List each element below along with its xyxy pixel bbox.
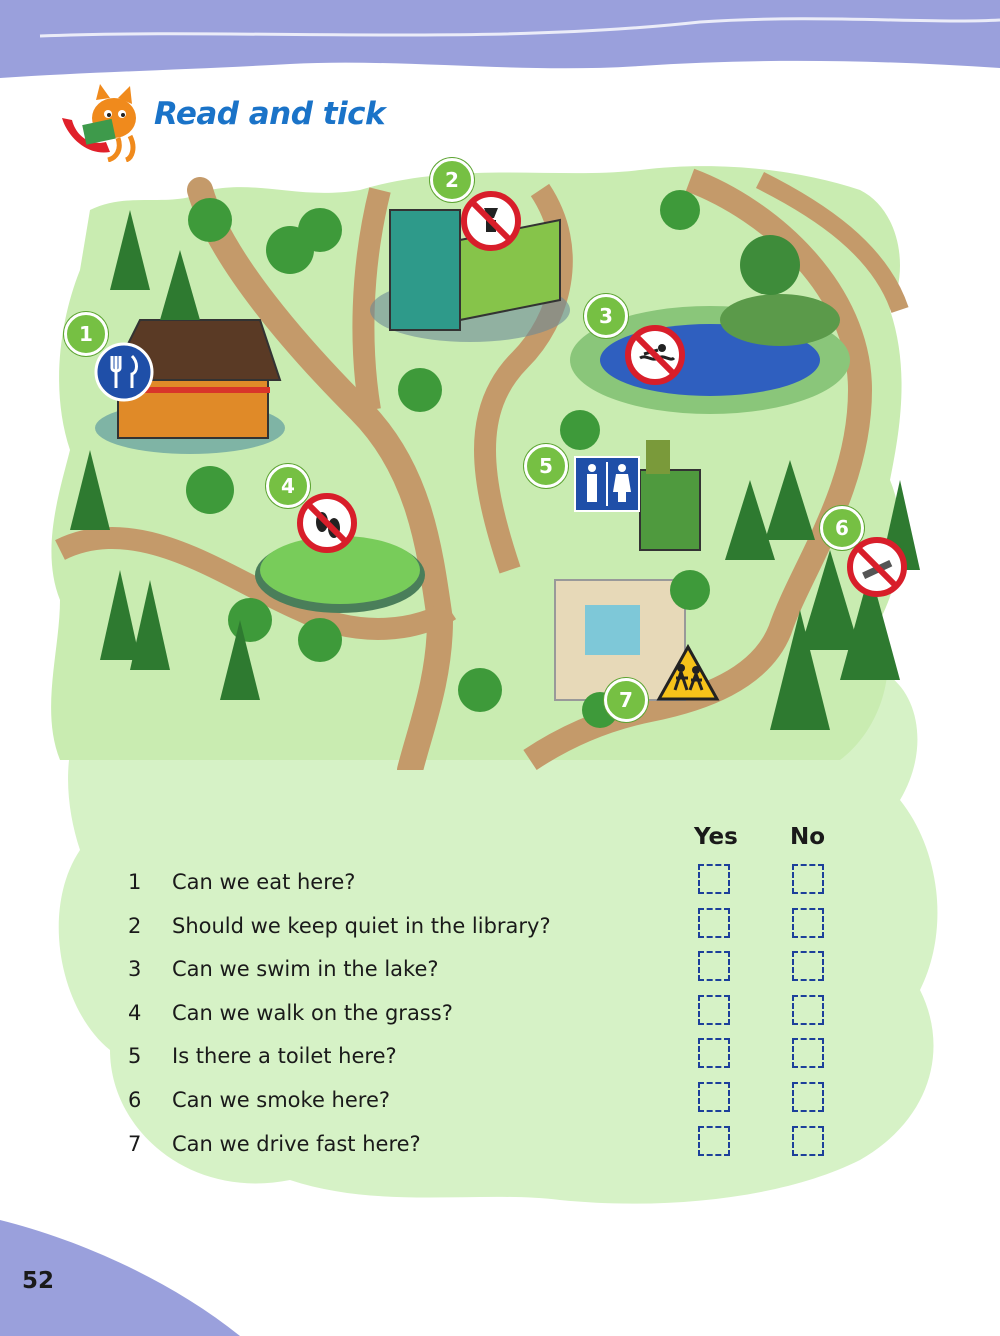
park-map xyxy=(0,150,1000,770)
question-number: 2 xyxy=(128,914,142,938)
question-row xyxy=(128,997,868,1037)
question-number: 5 xyxy=(128,1044,142,1068)
question-number: 1 xyxy=(128,870,142,894)
question-text: Should we keep quiet in the library? xyxy=(172,914,551,938)
place-number-badge: 5 xyxy=(524,444,568,488)
toilet-icon xyxy=(574,456,640,512)
no-checkbox[interactable] xyxy=(792,908,824,938)
no-noise-icon xyxy=(460,190,522,252)
question-row xyxy=(128,1040,868,1080)
no-checkbox[interactable] xyxy=(792,1082,824,1112)
question-row xyxy=(128,866,868,906)
question-number: 3 xyxy=(128,957,142,981)
place-number-badge: 2 xyxy=(430,158,474,202)
question-number: 6 xyxy=(128,1088,142,1112)
page-number: 52 xyxy=(22,1268,55,1294)
no-swimming-icon xyxy=(624,324,686,386)
question-text: Can we drive fast here? xyxy=(172,1132,421,1156)
question-text: Can we eat here? xyxy=(172,870,356,894)
question-text: Is there a toilet here? xyxy=(172,1044,397,1068)
no-walking-on-grass-icon xyxy=(296,492,358,554)
yes-checkbox[interactable] xyxy=(698,864,730,894)
children-crossing-icon xyxy=(656,644,720,702)
place-number-badge: 1 xyxy=(64,312,108,356)
question-number: 4 xyxy=(128,1001,142,1025)
yes-column-header: Yes xyxy=(694,824,738,850)
question-text: Can we walk on the grass? xyxy=(172,1001,453,1025)
question-row xyxy=(128,953,868,993)
no-column-header: No xyxy=(790,824,826,850)
no-smoking-icon xyxy=(846,536,908,598)
place-number-badge: 4 xyxy=(266,464,310,508)
yes-checkbox[interactable] xyxy=(698,1082,730,1112)
place-number-badge: 7 xyxy=(604,678,648,722)
yes-checkbox[interactable] xyxy=(698,951,730,981)
yes-checkbox[interactable] xyxy=(698,995,730,1025)
section-title: Read and tick xyxy=(154,96,386,132)
no-checkbox[interactable] xyxy=(792,1038,824,1068)
yes-checkbox[interactable] xyxy=(698,1126,730,1156)
no-checkbox[interactable] xyxy=(792,951,824,981)
question-row xyxy=(128,1128,868,1168)
question-row xyxy=(128,910,868,950)
question-text: Can we smoke here? xyxy=(172,1088,391,1112)
yes-checkbox[interactable] xyxy=(698,1038,730,1068)
question-row xyxy=(128,1084,868,1124)
place-number-badge: 6 xyxy=(820,506,864,550)
place-number-badge: 3 xyxy=(584,294,628,338)
no-checkbox[interactable] xyxy=(792,864,824,894)
no-checkbox[interactable] xyxy=(792,995,824,1025)
yes-checkbox[interactable] xyxy=(698,908,730,938)
knife-fork-icon xyxy=(94,342,154,402)
question-text: Can we swim in the lake? xyxy=(172,957,439,981)
question-number: 7 xyxy=(128,1132,142,1156)
no-checkbox[interactable] xyxy=(792,1126,824,1156)
